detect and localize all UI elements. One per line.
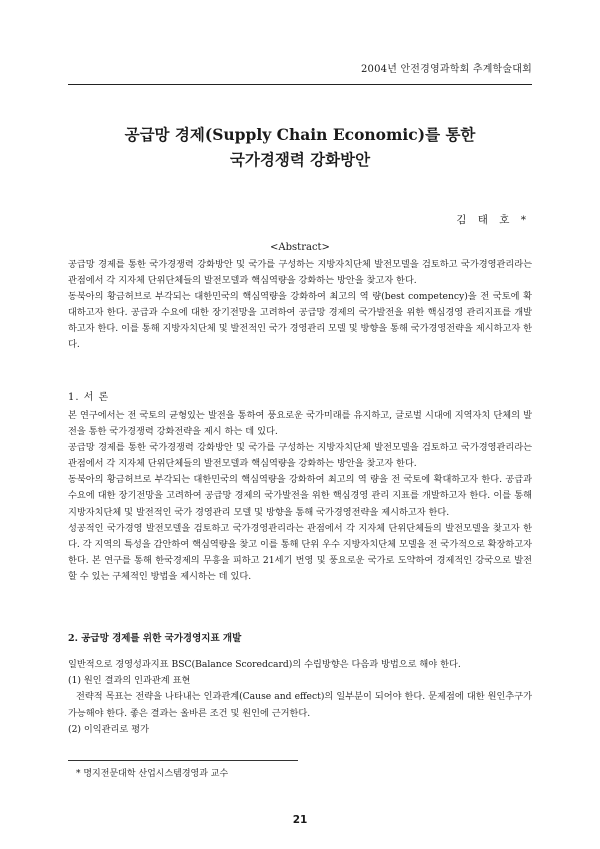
abstract-paragraph: 공급망 경제를 통한 국가경쟁력 강화방안 및 국가를 구성하는 지방자치단체 발전모델을 검토하고 국가경영관리라는 관점에서 각 지자체 단위단체들의 발전모델과 핵심역량을 강화하는 방안을 찾고자 한다. — [68, 259, 532, 286]
author-name: 김 태 호 * — [456, 214, 530, 226]
title-line-2: 국가경쟁력 강화방안 — [229, 150, 371, 169]
section-2-body — [68, 657, 532, 738]
page-number: 21 — [292, 814, 308, 826]
paper-title — [68, 122, 532, 172]
body-paragraph: 전략적 목표는 전략을 나타내는 인과관계(Cause and effect)의 일부분이 되어야 한다. 문제점에 대한 원인추구가 가능해야 한다. 좋은 결과는 올바른 조건 및 원인에 근거한다. — [68, 691, 532, 719]
abstract-paragraph: 동북아의 황금허브로 부각되는 대한민국의 핵심역량을 강화하여 최고의 역 량(best competency)을 전 국토에 확대하고자 한다. 공급과 수요에 대한 장기전망을 고려하여 공급망 경제의 국가발전을 위한 핵심경영 관리지표를 개발하고자 한다. 이를 통해 지방자치단체 및 발전적인 국가 경영관리 모델 및 방향을 통해 국가경영전략을 제시하고자 한다. — [68, 291, 532, 350]
abstract-heading: <Abstract> — [270, 242, 330, 253]
footnote: * 명지전문대학 산업시스템경영과 교수 — [76, 769, 229, 779]
conference-header: 2004년 안전경영과학회 추계학술대회 — [360, 64, 532, 75]
section-1-heading: 1. 서 론 — [68, 392, 110, 403]
abstract-body — [68, 257, 532, 353]
body-paragraph: 성공적인 국가경영 발전모델을 검토하고 국가경영관리라는 관점에서 각 지자체 단위단체들의 발전모델을 찾고자 한다. 각 지역의 특성을 감안하여 핵심역량을 찾고 이를 통해 단위 우수 지방자치단체 모델을 전 국가적으로 확장하고자 한다. 본 연구를 통해 한국경제의 무흥을 피하고 21세기 번영 및 풍요로운 국가로 도약하여 경제적인 강국으로 발전할 수 있는 구체적인 방법을 제시하는 데 있다. — [68, 522, 532, 582]
subsection-heading: (2) 이익관리로 평가 — [68, 723, 149, 735]
body-paragraph: 일반적으로 경영성과지표 BSC(Balance Scoredcard)의 수립방향은 다음과 방법으로 해야 한다. — [68, 659, 461, 670]
title-line-1: 공급망 경제(Supply Chain Economic)를 통한 — [124, 125, 476, 144]
section-2-heading: 2. 공급망 경제를 위한 국가경영지표 개발 — [68, 633, 242, 644]
subsection-heading: (1) 원인 결과의 인과관계 표현 — [68, 675, 191, 687]
body-paragraph: 본 연구에서는 전 국토의 균형있는 발전을 통하여 풍요로운 국가미래를 유지하고, 글로벌 시대에 지역자치 단체의 발전을 통한 국가경쟁력 강화전략을 제시 하는 데 있다. — [68, 410, 532, 438]
body-paragraph: 공급망 경제를 통한 국가경쟁력 강화방안 및 국가를 구성하는 지방자치단체 발전모델을 검토하고 국가경영관리라는 관점에서 각 지자체 단위단체들의 발전모델과 핵심역량을 강화하는 방안을 찾고자 한다. — [68, 442, 532, 470]
header-divider — [68, 84, 532, 85]
body-paragraph: 동북아의 황금허브로 부각되는 대한민국의 핵심역량을 강화하여 최고의 역 량을 전 국토에 확대하고자 한다. 공급과 수요에 대한 장기전망을 고려하여 공급망 경제의 국가발전을 위한 핵심경영 관리 지표를 개발하고자 한다. 이를 통해 지방자치단체 및 발전적인 국가 경영관리 모델 및 방향을 통해 국가경영전략을 제시하고자 한다. — [68, 474, 532, 518]
footnote-divider — [68, 760, 298, 761]
section-1-body — [68, 408, 532, 585]
